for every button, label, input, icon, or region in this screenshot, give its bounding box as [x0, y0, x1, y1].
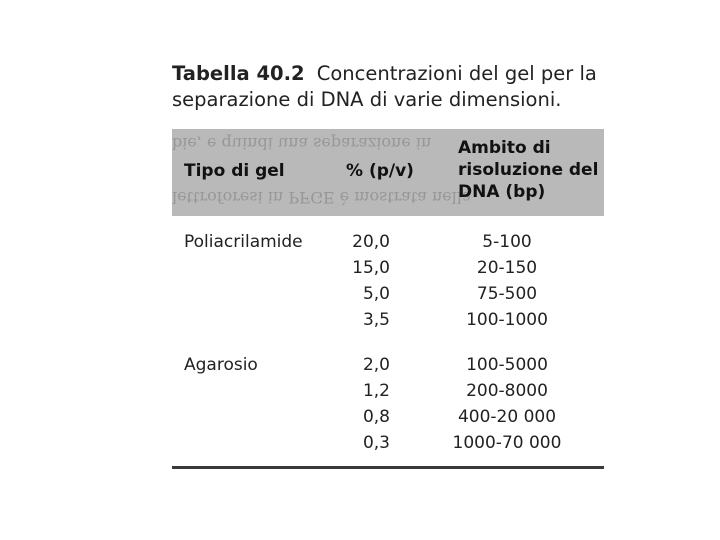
table-row-range: 75-500 — [476, 284, 538, 304]
table-row-range: 20-150 — [476, 258, 538, 278]
table-row-range: 100-5000 — [466, 355, 548, 375]
table-row-range: 5-100 — [482, 232, 532, 252]
header-range-line-1: Ambito di — [458, 138, 551, 158]
header-resolution-range — [458, 137, 598, 203]
table-row-range: 200-8000 — [466, 381, 548, 401]
table-row-percent: 20,0 — [352, 232, 390, 252]
bleed-through-text-2: lettroforesi in PFGE è mostrata nella — [172, 188, 472, 207]
table-row-percent: 2,0 — [362, 355, 390, 375]
table-bottom-rule — [172, 466, 604, 469]
table-number: Tabella 40.2 — [172, 62, 305, 85]
table-row-range: 1000-70 000 — [452, 433, 562, 453]
table-row-percent: 15,0 — [352, 258, 390, 278]
group-type-agarosio: Agarosio — [184, 355, 258, 375]
table-row-percent: 1,2 — [362, 381, 390, 401]
table-caption — [172, 61, 612, 113]
table-row-percent: 0,3 — [362, 433, 390, 453]
table-row-range: 100-1000 — [466, 310, 548, 330]
header-gel-type: Tipo di gel — [184, 161, 285, 181]
group-type-poliacrilamide: Poliacrilamide — [184, 232, 303, 252]
header-percent: % (p/v) — [346, 161, 414, 181]
table-row-range: 400-20 000 — [457, 407, 557, 427]
header-range-line-2: risoluzione del — [458, 160, 599, 180]
header-range-line-3: DNA (bp) — [458, 182, 546, 202]
table-row-percent: 5,0 — [362, 284, 390, 304]
table-row-percent: 3,5 — [362, 310, 390, 330]
caption-text: Concentrazioni del gel per la separazione di DNA di varie dimensioni. — [172, 62, 597, 111]
table-row-percent: 0,8 — [362, 407, 390, 427]
bleed-through-text-1: bie, e quindi una separazione in — [172, 134, 432, 153]
